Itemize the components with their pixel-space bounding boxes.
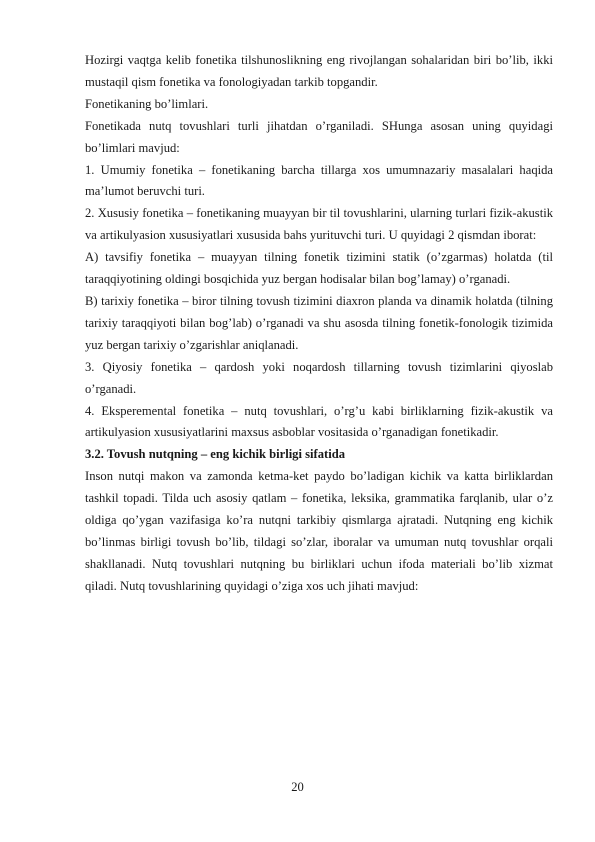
paragraph-subtitle: Fonetikaning bo’limlari. [85, 96, 209, 111]
paragraph-item-3: 3. Qiyosiy fonetika – qardosh yoki noqardosh tillarning tovush tizimlarini qiyoslab o’rganadi. [85, 359, 553, 396]
paragraph-item-1: 1. Umumiy fonetika – fonetikaning barcha tillarga xos umumnazariy masalalari haqida ma’lumot beruvchi turi. [85, 162, 553, 199]
paragraph-section-body: Inson nutqi makon va zamonda ketma-ket paydo bo’ladigan kichik va katta birliklardan tashkil topadi. Tilda uch asosiy qatlam – fonetika, leksika, grammatika farqlanib, ular o’z oldiga qo’ygan vazifasiga ko’ra nutqni tarkibiy qismlarga ajratadi. Nutqning eng kichik bo’linmas birligi tovush bo’lib, tildagi so’zlar, iboralar va umuman nutq tovushlar orqali shakllanadi. Nutq tovushlari nutqning bu birliklari uchun ifoda materiali bo’lib xizmat qiladi. Nutq tovushlarining quyidagi o’ziga xos uch jihati mavjud: [85, 469, 553, 593]
paragraph-item-2a: A) tavsifiy fonetika – muayyan tilning fonetik tizimini statik (o’zgarmas) holatda (til taraqqiyotining oldingi bosqichida yuz bergan hodisalar bilan bog’lamay) o’rganadi. [85, 250, 553, 287]
paragraph-intro: Hozirgi vaqtga kelib fonetika tilshunoslikning eng rivojlangan sohalaridan biri bo’lib, ikki mustaqil qism fonetika va fonologiyadan tarkib topgandir. [85, 53, 553, 89]
paragraph-item-4: 4. Eksperemental fonetika – nutq tovushlari, o’rg’u kabi birliklarning fizik-akustik va artikulyasion xususiyatlarini maxsus asboblar vositasida o’rganadigan fonetikadir. [85, 403, 553, 440]
paragraph-item-2: 2. Xususiy fonetika – fonetikaning muayyan bir til tovushlarini, ularning turlari fizik-akustik va artikulyasion xususiyatlari xususida bahs yurituvchi turi. U quyidagi 2 qismdan iborat: [85, 206, 553, 243]
paragraph-sections-intro: Fonetikada nutq tovushlari turli jihatdan o’rganiladi. SHunga asosan uning quyidagi bo’limlari mavjud: [85, 118, 553, 155]
page-number: 20 [291, 780, 304, 794]
paragraph-item-2b: B) tarixiy fonetika – biror tilning tovush tizimini diaxron planda va dinamik holatda (tilning tarixiy taraqqiyoti bilan bog’lab) o’rganadi va shu asosda tilning fonetik-fonologik tizimida yuz bergan tarixiy o’zgarishlar aniqlanadi. [85, 293, 553, 352]
section-heading: 3.2. Tovush nutqning – eng kichik birligi sifatida [85, 447, 346, 462]
page-content [85, 50, 553, 598]
